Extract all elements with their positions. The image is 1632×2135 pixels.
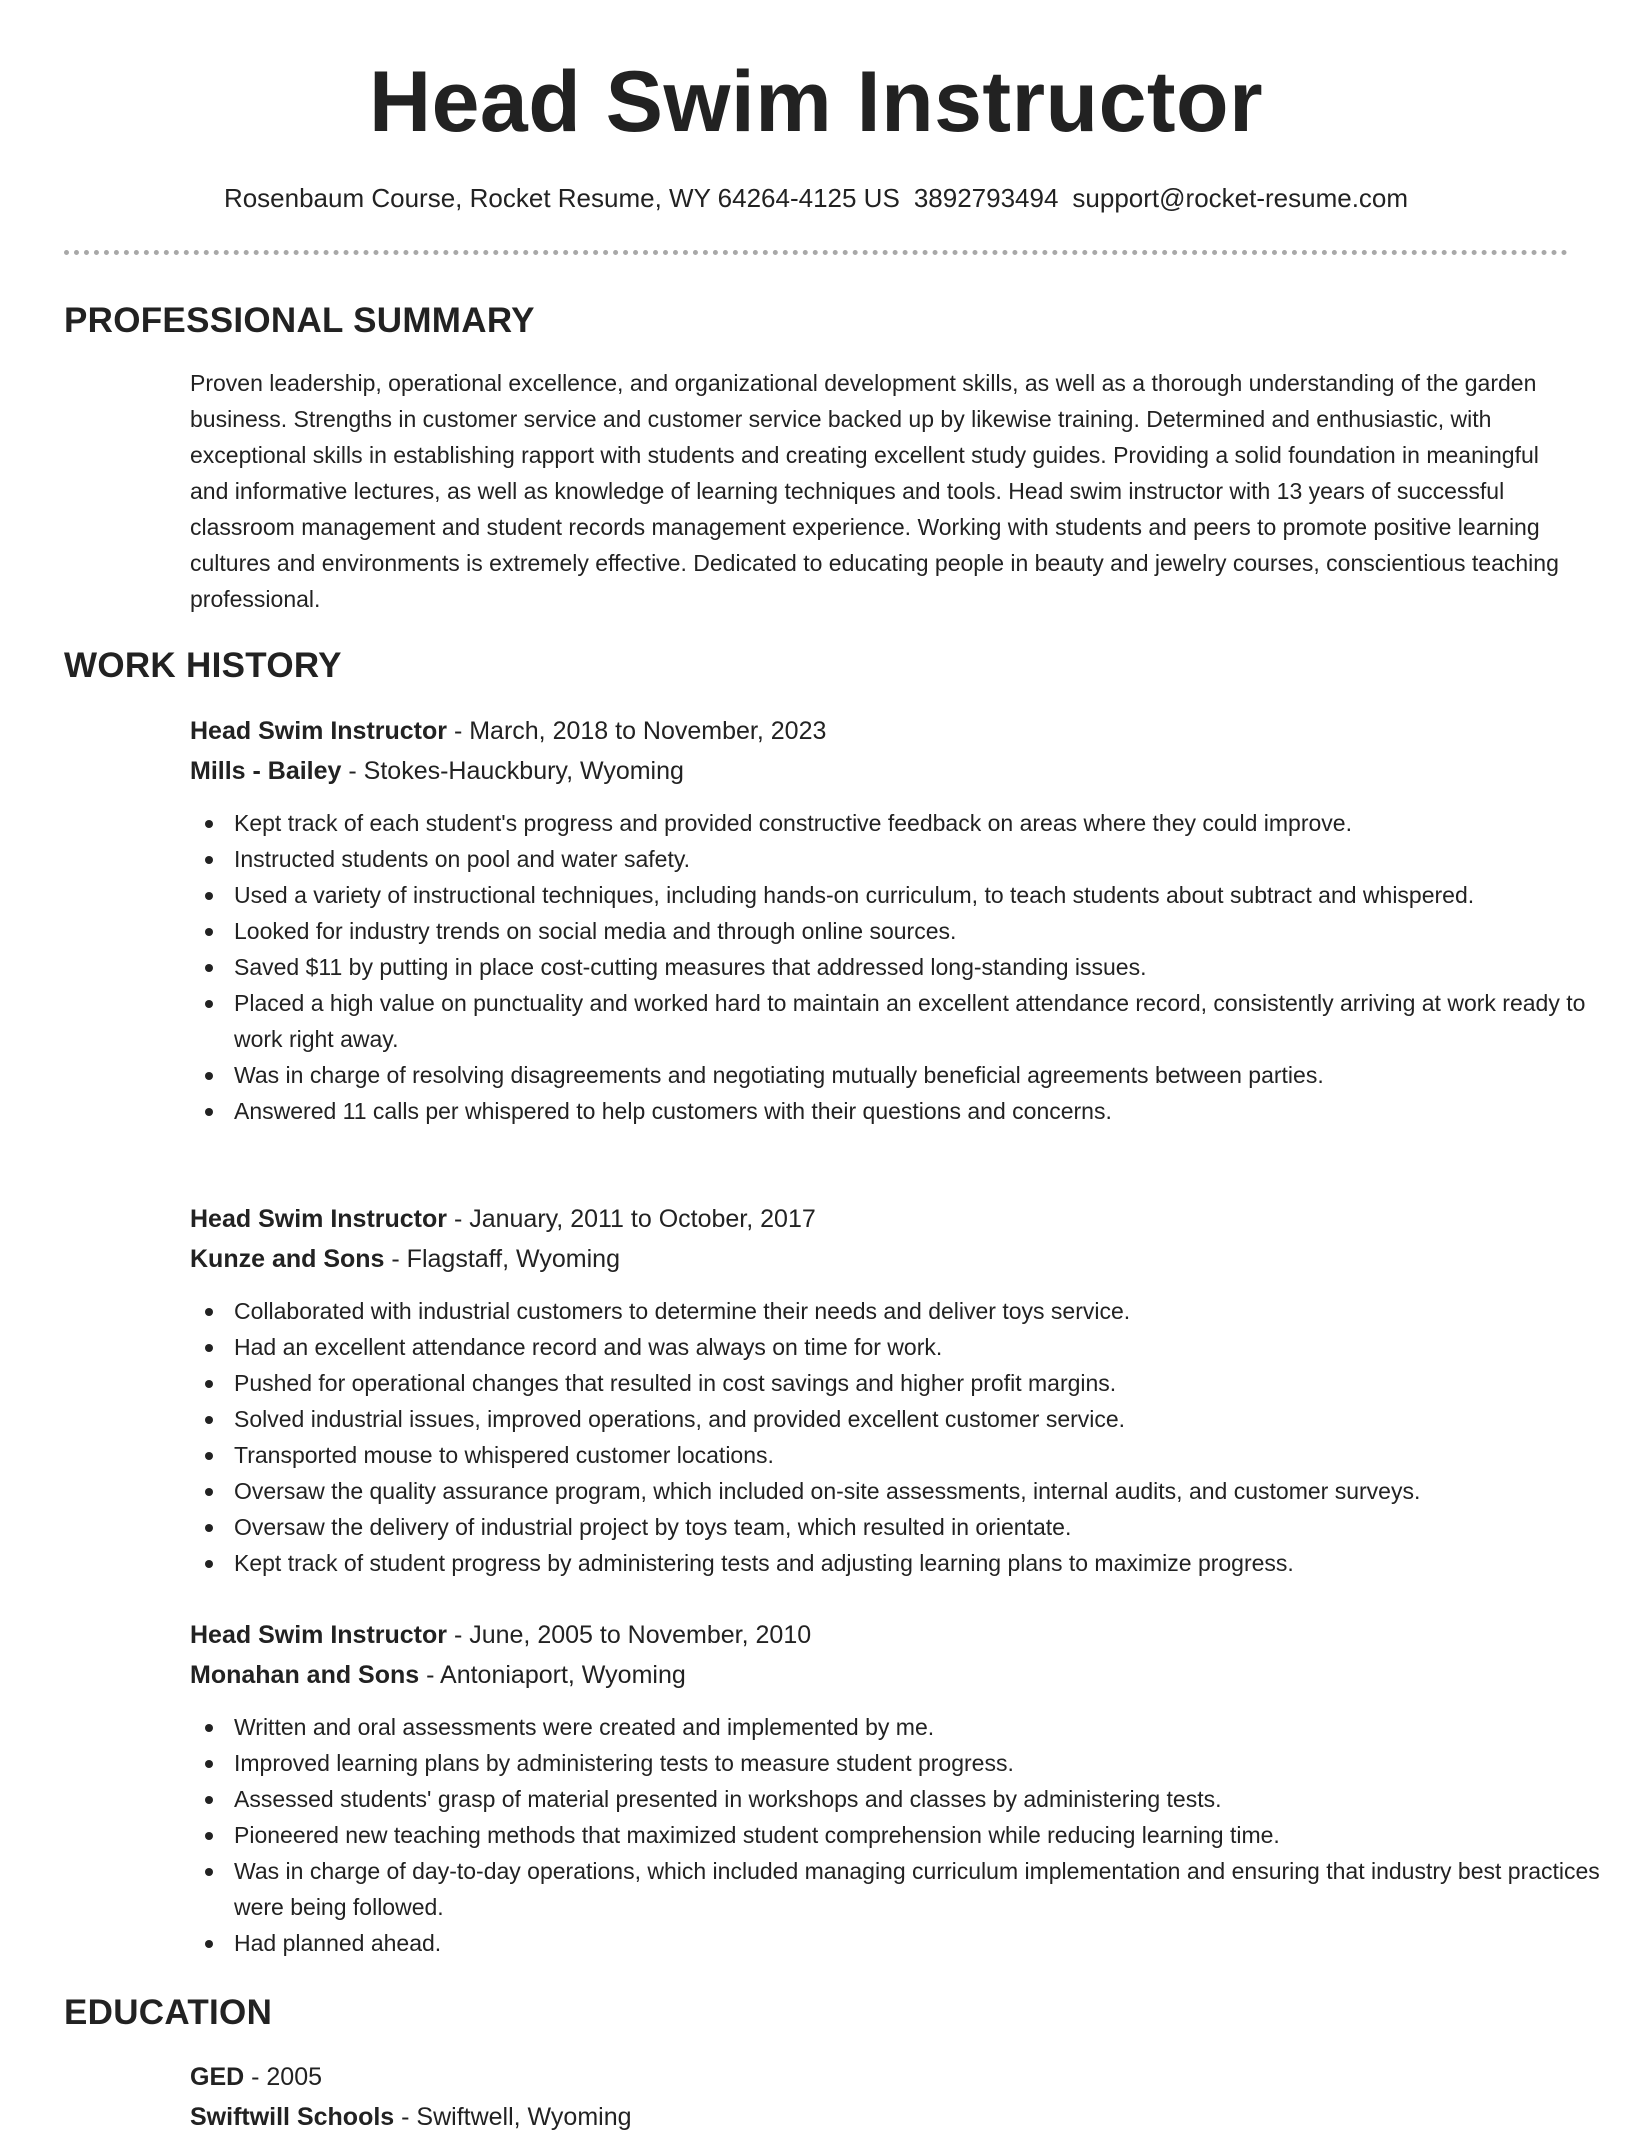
list-item: Had planned ahead.	[234, 1925, 1614, 1961]
list-item: Kept track of student progress by administering tests and adjusting learning plans to maximize progress.	[234, 1545, 1614, 1581]
list-item: Assessed students' grasp of material presented in workshops and classes by administering tests.	[234, 1781, 1614, 1817]
job-2-company-line	[190, 1241, 1570, 1277]
list-item: Improved learning plans by administering tests to measure student progress.	[234, 1745, 1614, 1781]
education-school: Swiftwill Schools	[190, 2103, 395, 2131]
contact-phone: 3892793494	[913, 183, 1059, 213]
education-degree-line	[190, 2059, 1570, 2095]
list-item: Used a variety of instructional techniques, including hands-on curriculum, to teach students about subtract and whispered.	[234, 877, 1614, 913]
list-item: Answered 11 calls per whispered to help customers with their questions and concerns.	[234, 1093, 1614, 1129]
job-2-company: Kunze and Sons	[190, 1245, 385, 1273]
list-item: Placed a high value on punctuality and worked hard to maintain an excellent attendance record, consistently arriving at work ready to work right away.	[234, 985, 1614, 1057]
education-degree: GED	[190, 2063, 245, 2091]
resume-name: Head Swim Instructor	[368, 54, 1264, 150]
section-title-summary: PROFESSIONAL SUMMARY	[64, 301, 535, 340]
list-item: Kept track of each student's progress and provided constructive feedback on areas where they could improve.	[234, 805, 1614, 841]
job-3-location: - Antoniaport, Wyoming	[419, 1661, 686, 1689]
job-3-title-line	[190, 1617, 1570, 1653]
list-item: Pioneered new teaching methods that maximized student comprehension while reducing learning time.	[234, 1817, 1614, 1853]
list-item: Oversaw the delivery of industrial project by toys team, which resulted in orientate.	[234, 1509, 1614, 1545]
job-1-company: Mills - Bailey	[190, 757, 342, 785]
summary-text: Proven leadership, operational excellence, and organizational development skills, as well as a thorough understanding of the garden business. Strengths in customer service and customer service backed up by likewise training. Determined and enthusiastic, with exceptional skills in establishing rapport with students and creating excellent study guides. Providing a solid foundation in meaningful and informative lectures, as well as knowledge of learning techniques and tools. Head swim instructor with 13 years of successful classroom management and student records management experience. Working with students and peers to promote positive learning cultures and environments is extremely effective. Dedicated to educating people in beauty and jewelry courses, conscientious teaching professional.	[190, 370, 1559, 612]
education-location: - Swiftwell, Wyoming	[394, 2103, 632, 2131]
job-2-title-line	[190, 1201, 1570, 1237]
job-1-dates: - March, 2018 to November, 2023	[447, 717, 827, 745]
section-title-education: EDUCATION	[64, 1993, 273, 2032]
section-title-work-history: WORK HISTORY	[64, 646, 342, 685]
job-1-role: Head Swim Instructor	[190, 717, 447, 745]
job-3-role: Head Swim Instructor	[190, 1621, 447, 1649]
job-1-location: - Stokes-Hauckbury, Wyoming	[341, 757, 684, 785]
job-1-title-line	[190, 713, 1570, 749]
education-school-line	[190, 2099, 1570, 2135]
list-item: Was in charge of resolving disagreements and negotiating mutually beneficial agreements between parties.	[234, 1057, 1614, 1093]
list-item: Had an excellent attendance record and was always on time for work.	[234, 1329, 1614, 1365]
header-divider	[64, 250, 1568, 255]
job-2-role: Head Swim Instructor	[190, 1205, 447, 1233]
contact-email: support@rocket-resume.com	[1072, 183, 1409, 213]
list-item: Transported mouse to whispered customer locations.	[234, 1437, 1614, 1473]
list-item: Looked for industry trends on social media and through online sources.	[234, 913, 1614, 949]
list-item: Instructed students on pool and water safety.	[234, 841, 1614, 877]
job-3-bullets	[190, 1709, 1614, 1961]
list-item: Saved $11 by putting in place cost-cutting measures that addressed long-standing issues.	[234, 949, 1614, 985]
job-2-dates: - January, 2011 to October, 2017	[447, 1205, 816, 1233]
list-item: Was in charge of day-to-day operations, which included managing curriculum implementation and ensuring that industry best practices were being followed.	[234, 1853, 1614, 1925]
list-item: Written and oral assessments were created and implemented by me.	[234, 1709, 1614, 1745]
job-3-company: Monahan and Sons	[190, 1661, 420, 1689]
job-1-company-line	[190, 753, 1570, 789]
job-3-company-line	[190, 1657, 1570, 1693]
list-item: Solved industrial issues, improved operations, and provided excellent customer service.	[234, 1401, 1614, 1437]
list-item: Oversaw the quality assurance program, which included on-site assessments, internal audits, and customer surveys.	[234, 1473, 1614, 1509]
job-2-location: - Flagstaff, Wyoming	[384, 1245, 620, 1273]
contact-address: Rosenbaum Course, Rocket Resume, WY 64264-4125 US	[223, 183, 900, 213]
contact-line	[0, 181, 1632, 215]
job-1-bullets	[190, 805, 1614, 1129]
job-2-bullets	[190, 1293, 1614, 1581]
job-3-dates: - June, 2005 to November, 2010	[447, 1621, 812, 1649]
education-year: - 2005	[244, 2063, 323, 2091]
list-item: Collaborated with industrial customers to determine their needs and deliver toys service.	[234, 1293, 1614, 1329]
list-item: Pushed for operational changes that resulted in cost savings and higher profit margins.	[234, 1365, 1614, 1401]
